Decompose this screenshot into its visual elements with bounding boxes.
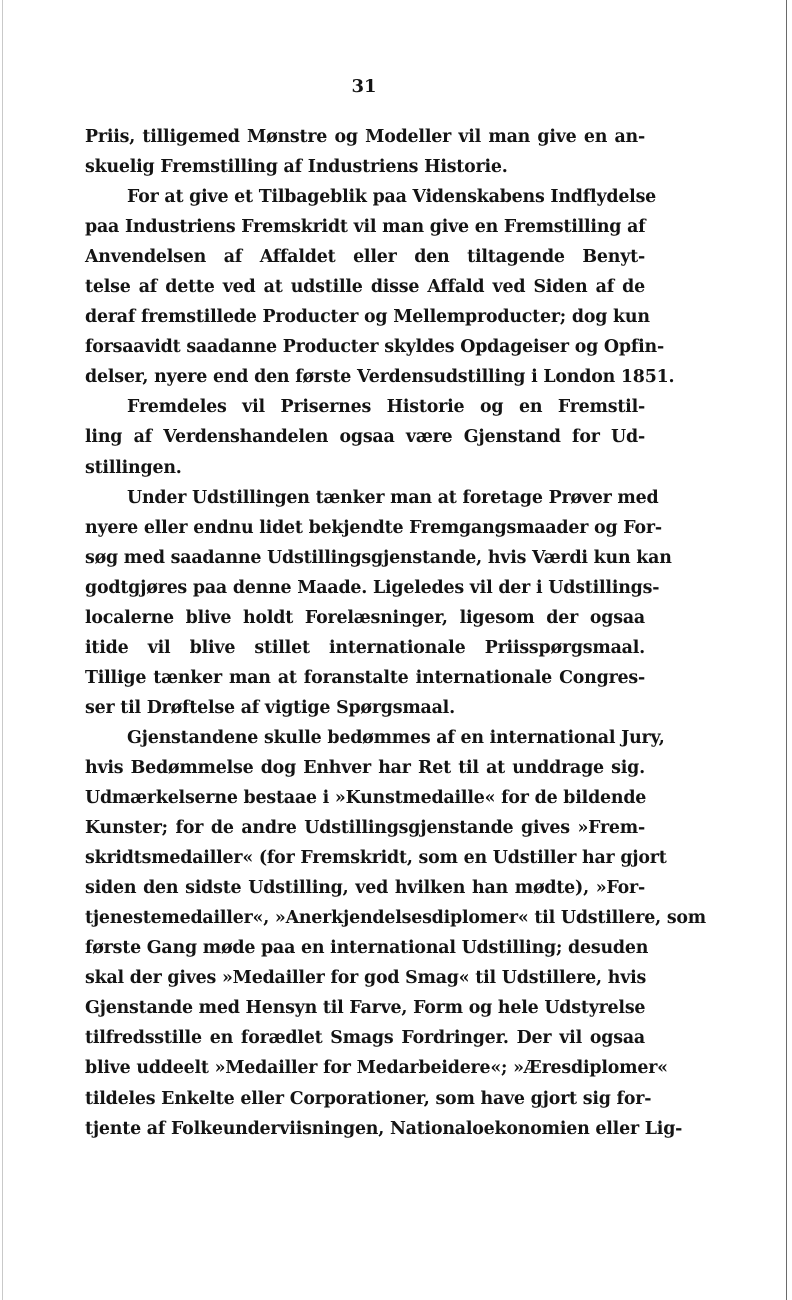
text-line: skal der gives »Medailler for god Smag« til Udstillere, hvis [85, 968, 647, 989]
text-line: ling af Verdenshandelen ogsaa være Gjenstand for Ud- [85, 427, 645, 448]
text-line: skridtsmedailler« (for Fremskridt, som en Udstiller har gjort [85, 848, 667, 869]
text-line: Priis, tilligemed Mønstre og Modeller vil man give en an- [85, 127, 645, 147]
text-line: Gjenstande med Hensyn til Farve, Form og hele Udstyrelse [85, 998, 646, 1019]
text-line: Anvendelsen af Affaldet eller den tiltagende Benyt- [85, 247, 645, 268]
text-line: siden den sidste Udstilling, ved hvilken han mødte), »For- [85, 878, 645, 899]
page-number: 31 [351, 76, 377, 97]
text-line: Fremdeles vil Prisernes Historie og en Fremstil- [127, 397, 645, 418]
body-text [85, 122, 707, 1144]
text-line: nyere eller endnu lidet bekjendte Fremgangsmaader og For- [85, 517, 662, 538]
text-line: Kunster; for de andre Udstillingsgjenstande gives »Frem- [85, 818, 645, 839]
text-line: tildeles Enkelte eller Corporationer, som have gjort sig for- [85, 1088, 652, 1109]
text-line: tjenestemedailler«, »Anerkjendelsesdiplomer« til Udstillere, som [85, 908, 707, 929]
text-line: telse af dette ved at udstille disse Affald ved Siden af de [85, 277, 645, 298]
text-line: ser til Drøftelse af vigtige Spørgsmaal. [85, 697, 455, 718]
text-line: hvis Bedømmelse dog Enhver har Ret til at unddrage sig. [85, 757, 645, 778]
page-edge-left [2, 0, 3, 1300]
text-line: søg med saadanne Udstillingsgjenstande, hvis Værdi kun kan [85, 547, 672, 568]
text-line: tjente af Folkeunderviisningen, Nationaloekonomien eller Lig- [85, 1118, 683, 1139]
text-line: For at give et Tilbageblik paa Videnskabens Indflydelse [127, 187, 657, 208]
text-line: stillingen. [85, 457, 182, 478]
text-line: blive uddeelt »Medailler for Medarbeidere«; »Æresdiplomer« [85, 1058, 668, 1079]
text-line: deraf fremstillede Producter og Mellemproducter; dog kun [85, 307, 650, 328]
text-line: itide vil blive stillet internationale Priisspørgsmaal. [85, 637, 645, 658]
text-line: første Gang møde paa en international Udstilling; desuden [85, 938, 649, 959]
text-line: Udmærkelserne bestaae i »Kunstmedaille« for de bildende [85, 788, 647, 809]
text-line: skuelig Fremstilling af Industriens Historie. [85, 157, 508, 178]
text-line: forsaavidt saadanne Producter skyldes Opdageiser og Opfin- [85, 337, 664, 358]
text-line: tilfredsstille en forædlet Smags Fordringer. Der vil ogsaa [85, 1028, 645, 1049]
text-line: delser, nyere end den første Verdensudstilling i London 1851. [85, 367, 675, 388]
text-line: godtgjøres paa denne Maade. Ligeledes vil der i Udstillings- [85, 577, 660, 598]
text-line: Gjenstandene skulle bedømmes af en international Jury, [127, 727, 665, 748]
text-line: Tillige tænker man at foranstalte internationale Congres- [85, 667, 645, 688]
text-line: Under Udstillingen tænker man at foretage Prøver med [127, 487, 659, 508]
text-line: paa Industriens Fremskridt vil man give en Fremstilling af [85, 217, 646, 238]
page-edge-right [786, 0, 787, 1300]
text-line: localerne blive holdt Forelæsninger, ligesom der ogsaa [85, 607, 645, 628]
